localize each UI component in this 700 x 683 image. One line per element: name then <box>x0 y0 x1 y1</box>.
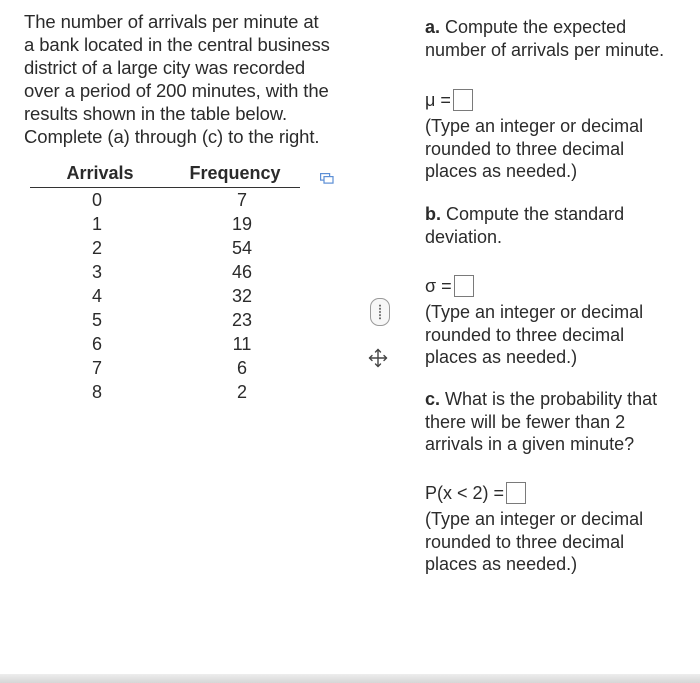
frequency-cell: 32 <box>231 286 253 306</box>
answer-c-note <box>425 508 643 576</box>
frequency-cell: 7 <box>236 190 247 210</box>
frequency-cell: 2 <box>236 382 247 402</box>
frequency-cell: 23 <box>231 310 253 330</box>
frequency-cell: 19 <box>231 214 253 234</box>
answer-c-label: P(x < 2) = <box>425 483 505 503</box>
problem-line: a bank located in the central business <box>24 34 330 55</box>
question-c-line: arrivals in a given minute? <box>425 434 635 454</box>
question-b-line: Compute the standard <box>446 204 625 224</box>
question-c <box>425 388 657 456</box>
question-c-line: What is the probability that <box>445 389 658 409</box>
answer-c-row <box>425 482 526 504</box>
table-row <box>30 260 300 284</box>
problem-statement <box>24 10 354 148</box>
question-a-letter: a. <box>425 17 441 37</box>
arrivals-cell: 2 <box>91 238 102 258</box>
pane-divider-handle[interactable] <box>370 298 390 326</box>
note-line: places as needed.) <box>425 554 578 574</box>
question-a-line: Compute the expected <box>445 17 627 37</box>
question-a-line: number of arrivals per minute. <box>425 39 665 60</box>
answer-a-label: μ = <box>425 90 451 110</box>
problem-line: district of a large city was recorded <box>24 57 306 78</box>
note-line: places as needed.) <box>425 347 578 367</box>
question-c-letter: c. <box>425 389 441 409</box>
column-header-frequency: Frequency <box>170 163 300 188</box>
note-line: (Type an integer or decimal <box>425 302 644 322</box>
answer-b-note <box>425 301 643 369</box>
table-row <box>30 380 300 404</box>
page-bottom-edge <box>0 674 700 683</box>
frequency-table <box>30 163 300 404</box>
table-row <box>30 308 300 332</box>
frequency-cell: 11 <box>232 334 252 354</box>
copy-table-icon[interactable] <box>320 171 334 182</box>
note-line: rounded to three decimal <box>425 531 625 552</box>
problem-pane <box>24 10 354 148</box>
note-line: (Type an integer or decimal <box>425 116 644 136</box>
note-line: places as needed.) <box>425 161 578 181</box>
arrivals-cell: 1 <box>91 214 102 234</box>
answer-b-label: σ = <box>425 276 452 296</box>
frequency-cell: 46 <box>231 262 253 282</box>
problem-line: The number of arrivals per minute at <box>24 11 319 32</box>
note-line: rounded to three decimal <box>425 324 625 345</box>
table-row <box>30 284 300 308</box>
answer-a-note <box>425 115 643 183</box>
arrivals-cell: 5 <box>91 310 102 330</box>
problem-line: Complete (a) through (c) to the right. <box>24 126 320 147</box>
question-b-line: deviation. <box>425 226 503 247</box>
table-row <box>30 188 300 213</box>
arrivals-cell: 7 <box>91 358 102 378</box>
arrivals-cell: 8 <box>91 382 102 402</box>
table-row <box>30 212 300 236</box>
arrivals-cell: 3 <box>91 262 102 282</box>
frequency-table-container <box>30 163 344 404</box>
question-a <box>425 16 664 61</box>
table-row <box>30 332 300 356</box>
column-header-arrivals: Arrivals <box>30 163 170 188</box>
problem-line: over a period of 200 minutes, with the <box>24 80 329 101</box>
answer-a-row <box>425 89 473 111</box>
table-row <box>30 356 300 380</box>
move-arrows-icon[interactable] <box>368 348 388 368</box>
table-header-row <box>30 163 300 188</box>
answer-a-input[interactable] <box>453 89 473 111</box>
answer-c-input[interactable] <box>506 482 526 504</box>
arrivals-cell: 0 <box>91 190 102 210</box>
arrivals-cell: 6 <box>91 334 102 354</box>
frequency-cell: 54 <box>231 238 253 258</box>
frequency-cell: 6 <box>236 358 247 378</box>
question-c-line: there will be fewer than 2 <box>425 411 626 432</box>
note-line: rounded to three decimal <box>425 138 625 159</box>
question-b <box>425 203 624 248</box>
question-b-letter: b. <box>425 204 441 224</box>
note-line: (Type an integer or decimal <box>425 509 644 529</box>
problem-line: results shown in the table below. <box>24 103 288 124</box>
arrivals-cell: 4 <box>91 286 102 306</box>
answer-b-row <box>425 275 474 297</box>
table-row <box>30 236 300 260</box>
answer-b-input[interactable] <box>454 275 474 297</box>
